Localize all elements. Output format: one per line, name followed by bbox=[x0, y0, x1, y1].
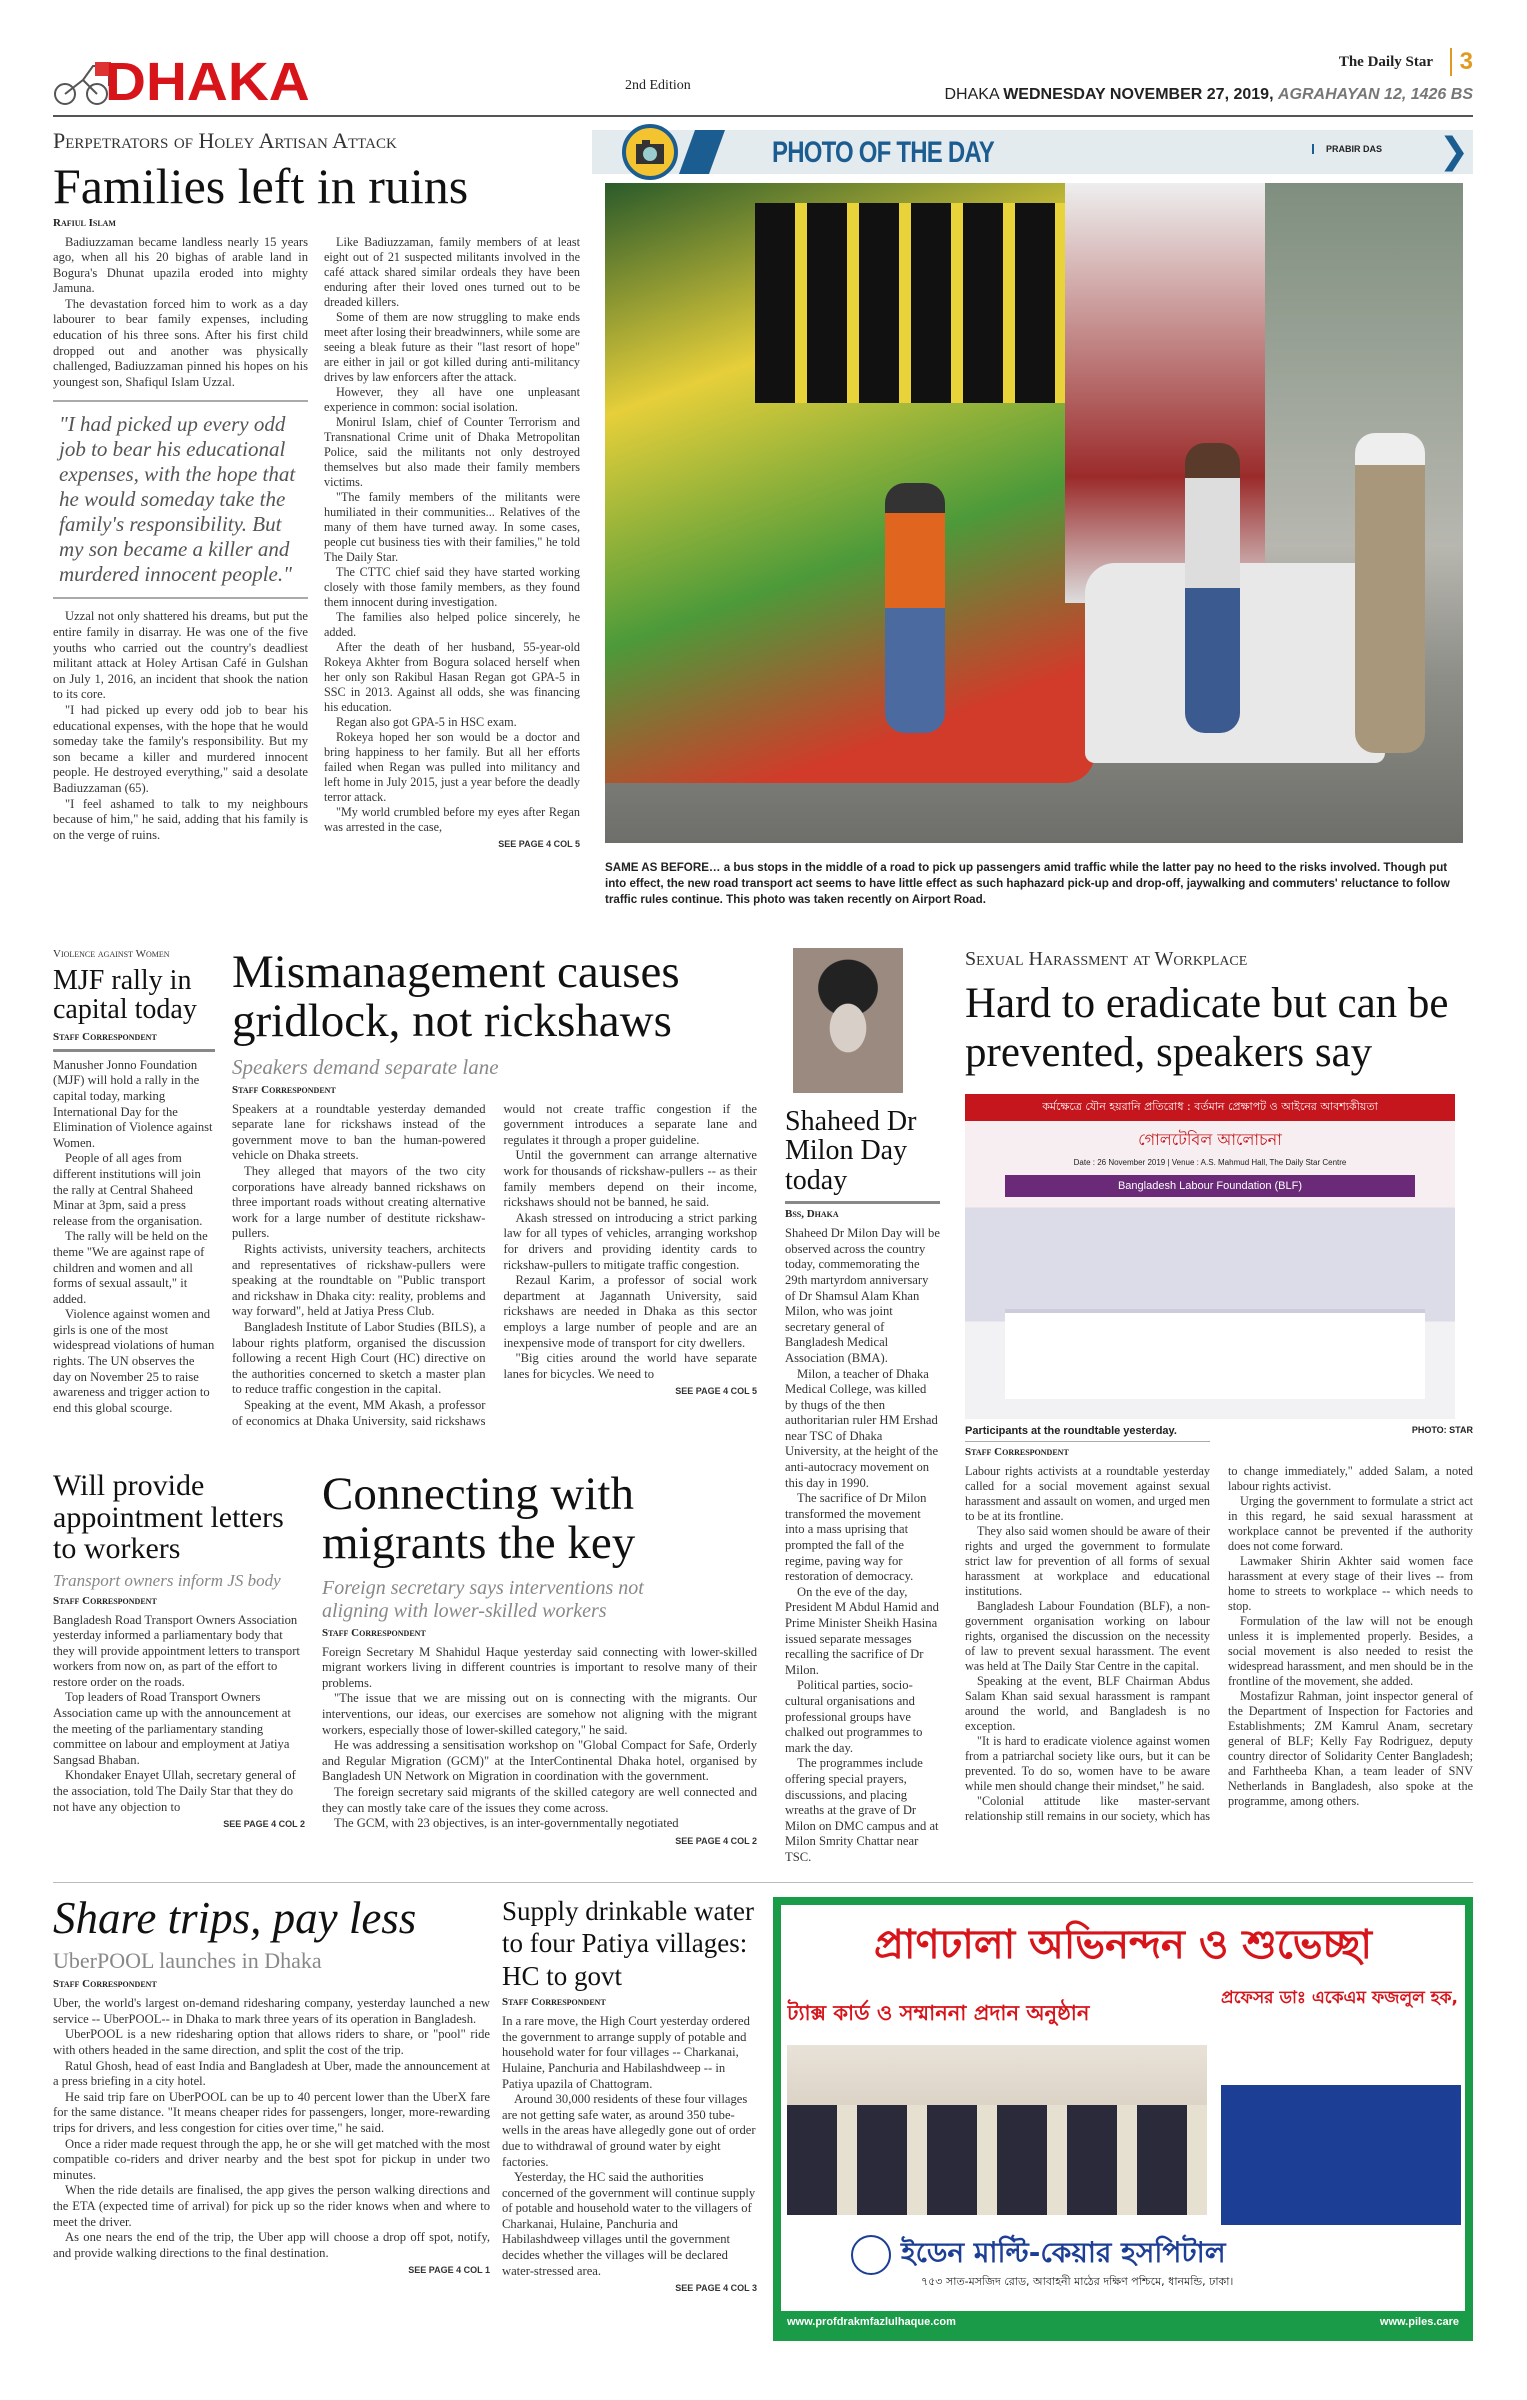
paragraph: Uzzal not only shattered his dreams, but put the entire family in disarray. He was one of the five youths who carried out the country's deadliest militant attack at Holey Artisan Café in Gulshan on July 1, 2016, an incident that shook the nation to its core. bbox=[53, 609, 308, 702]
paragraph: The devastation forced him to work as a day labourer to bear family expenses, including education of his three sons. After his first child dropped out and another was physically challenged, Badiuzzaman pinned his hopes on his youngest son, Shafiqul Islam Uzzal. bbox=[53, 296, 308, 389]
paragraph: Ratul Ghosh, head of east India and Bangladesh at Uber, made the announcement at a press briefing in a city hotel. bbox=[53, 2058, 490, 2089]
uber-byline: Staff Correspondent bbox=[53, 1978, 157, 1991]
photo-caption: SAME AS BEFORE… a bus stops in the middle of a road to pick up passengers amid traffic while the latter pay no heed to the risks involved. Though put into effect, the new road transport act seems to have little effect as such haphazard pick-up and drop-off, jaywalking and commuters' reluctance to follow traffic rules continue. This photo was taken recently on Airport Road. bbox=[605, 861, 1450, 906]
paragraph: "The family members of the militants were humiliated in their communities... Relatives of the many of them have turned away. In some cases, people cut business ties with their families," he told The Daily Star. bbox=[324, 489, 580, 564]
table bbox=[1005, 1309, 1425, 1399]
harass-kicker: Sexual Harassment at Workplace bbox=[965, 948, 1248, 970]
advertisement[interactable] bbox=[773, 1897, 1473, 2341]
lead-kicker: Perpetrators of Holey Artisan Attack bbox=[53, 128, 397, 153]
paragraph: "Colonial attitude like master-servant relationship still remains in our society, which has to change immediately," added Salam, a noted labour rights activist. bbox=[965, 1463, 1473, 1823]
rickshaw-subhead: Speakers demand separate lane bbox=[232, 1054, 499, 1079]
lead-article bbox=[53, 128, 580, 852]
paragraph: Speaking at the event, MM Akash, a professor of economics at Dhaka University, said rickshaws would not create traffic congestion if the government introduces a separate lane and regulates it through a proper guideline. bbox=[232, 1101, 757, 1428]
photo-caption: Participants at the roundtable yesterday. bbox=[965, 1424, 1177, 1437]
section-rule bbox=[53, 1882, 1473, 1883]
masthead bbox=[53, 48, 1473, 114]
see-page-link[interactable]: SEE PAGE 4 COL 2 bbox=[223, 1819, 305, 1830]
ad-photo bbox=[787, 2045, 1207, 2215]
harass-headline[interactable]: Hard to eradicate but can be prevented, speakers say bbox=[965, 980, 1449, 1077]
paragraph: Top leaders of Road Transport Owners Association came up with the announcement at the meeting of the parliamentary standing committee on labour and employment at Jatiya Sangsad Bhaban. bbox=[53, 1690, 291, 1767]
paragraph: On the eve of the day, President M Abdul Hamid and Prime Minister Sheikh Hasina issued separate messages recalling the sacrifice of Dr Milon. bbox=[785, 1584, 939, 1677]
camera-icon bbox=[622, 124, 678, 180]
uber-article bbox=[53, 1895, 490, 2279]
banner-stripe bbox=[679, 130, 725, 174]
paragraph: "It is hard to eradicate violence against women from a patriarchal society like ours, but it can be prevented. To do so, women have to be aware while men should change their mindset," he said. bbox=[965, 1733, 1210, 1793]
ad-headline: প্রাণঢালা অভিনন্দন ও শুভেচ্ছা bbox=[873, 1922, 1372, 1968]
migrants-headline[interactable]: Connecting with migrants the key bbox=[322, 1468, 636, 1570]
dateline-city: DHAKA bbox=[944, 86, 999, 103]
rickshaw-article bbox=[232, 948, 757, 1458]
paragraph: Lawmaker Shirin Akhter said women face harassment at every stage of their lives -- from home to streets to workplace -- which needs to stop. bbox=[1228, 1553, 1473, 1613]
paragraph: He said trip fare on UberPOOL can be up to 40 percent lower than the UberX fare for the same distance. "It means cheaper rides for passengers, longer, more-rewarding trips for drivers, and less congestion for cities over time," he said. bbox=[53, 2089, 490, 2135]
paragraph: Shaheed Dr Milon Day will be observed across the country today, commemorating the 29th martyrdom anniversary of Dr Shamsul Alam Khan Milon, who was joint secretary general of Bangladesh Medical Association (BMA). bbox=[785, 1226, 940, 1365]
milon-headline[interactable]: Shaheed Dr Milon Day today bbox=[785, 1106, 917, 1196]
photo-of-day-banner bbox=[592, 130, 1473, 174]
migrants-subhead: Foreign secretary says interventions not aligning with lower-skilled workers bbox=[322, 1576, 644, 1622]
migrants-byline: Staff Correspondent bbox=[322, 1626, 426, 1639]
paragraph: People of all ages from different institutions will join the rally at Central Shaheed Minar at 3pm, said a press release from the organisation. bbox=[53, 1151, 203, 1228]
ad-footer bbox=[781, 2311, 1465, 2333]
paragraph: The families also helped police sincerely, he added. bbox=[324, 609, 580, 639]
see-page-link[interactable]: SEE PAGE 4 COL 1 bbox=[408, 2265, 490, 2276]
uber-headline[interactable]: Share trips, pay less bbox=[53, 1893, 417, 1943]
paragraph: The CTTC chief said they have started working closely with those family members, as they found them innocent during investigation. bbox=[324, 564, 580, 609]
photo-credit: PHOTO: STAR bbox=[1411, 1424, 1473, 1435]
paragraph: Speakers at a roundtable yesterday demanded separate lane for rickshaws instead of the government move to ban the human-powered vehicle on Dhaka streets. bbox=[232, 1101, 486, 1163]
section-title: DHAKA bbox=[105, 52, 310, 112]
milon-byline: Bss, Dhaka bbox=[785, 1201, 940, 1220]
page-number: 3 bbox=[1450, 48, 1473, 76]
photo-credit: PRABIR DAS bbox=[1312, 144, 1382, 154]
paragraph: When the ride details are finalised, the app gives the person walking directions and the ETA (expected time of arrival) for pick up so the rider knows when and where to meet the driver. bbox=[53, 2183, 490, 2229]
paragraph: "I had picked up every odd job to bear his educational expenses, with the hope that he would someday take the family's responsibility. But my son became a killer and murdered innocent people. He destroyed everything," said a desolate Badiuzzaman (65). bbox=[53, 703, 308, 795]
see-page-link[interactable]: SEE PAGE 4 COL 3 bbox=[675, 2283, 757, 2294]
paragraph: The programmes include offering special prayers, discussions, and placing wreaths at the grave of Dr Milon on DMC campus and at Milon Smrity Chattar near TSC. bbox=[785, 1756, 939, 1864]
appoint-subhead: Transport owners inform JS body bbox=[53, 1570, 281, 1590]
paragraph: He was addressing a sensitisation workshop on "Global Compact for Safe, Orderly and Regular Migration (GCM)" at the InterContinental Dhaka hotel, organised by Bangladesh UN Network on Migration in coordination with the government. bbox=[322, 1738, 757, 1784]
paragraph: However, they all have one unpleasant experience in common: social isolation. bbox=[324, 384, 580, 414]
photo-banner-text: গোলটেবিল আলোচনা bbox=[1138, 1129, 1282, 1149]
paragraph: Rokeya hoped her son would be a doctor and bring happiness to her family. But all her efforts failed when Regan was pulled into militancy and left home in July 2015, just a year before the deadly terror attack. bbox=[324, 729, 580, 804]
lead-byline: Rafiul Islam bbox=[53, 216, 116, 229]
paragraph: "The issue that we are missing out on is connecting with the migrants. Our interventions, our ideas, our exercises are somehow not aligning with the migrant workers, especially those of lower-skilled category," he said. bbox=[322, 1691, 757, 1737]
ad-event: ট্যাক্স কার্ড ও সম্মাননা প্রদান অনুষ্ঠান bbox=[787, 2001, 1090, 2025]
photo-banner-text: Date : 26 November 2019 | Venue : A.S. Mahmud Hall, The Daily Star Centre bbox=[1073, 1157, 1347, 1167]
paragraph: Formulation of the law will not be enough unless it is implemented properly. Besides, a social movement is also needed to resist the widespread harassment, and men should be in the frontline of the movement, she added. bbox=[1228, 1613, 1473, 1688]
photo-of-day-image[interactable] bbox=[605, 183, 1463, 843]
ad-side-text bbox=[1221, 2085, 1461, 2225]
water-article bbox=[502, 1895, 757, 2297]
paragraph: In a rare move, the High Court yesterday ordered the government to arrange supply of potable and household water for four villages -- Charkanai, Hulaine, Panchuria and Habilashdweep -- in Patiya upazila of Chattogram. bbox=[502, 2014, 750, 2091]
photo-banner-text: কর্মক্ষেত্রে যৌন হয়রানি প্রতিরোধ : বর্তমান প্রেক্ষাপট ও আইনের আবশ্যকীয়তা bbox=[965, 1094, 1455, 1121]
paragraph: Like Badiuzzaman, family members of at least eight out of 21 suspected militants involved in the café attack shared similar ordeals they have been enduring after their loved ones turned out to be dreaded killers. bbox=[324, 234, 580, 309]
mjf-headline[interactable]: MJF rally in capital today bbox=[53, 965, 197, 1026]
paragraph: After the death of her husband, 55-year-old Rokeya Akhter from Bogura solaced herself when her only son Rakibul Hasan Regan got GPA-5 in SSC in 2013. Against all odds, she was financing his education. bbox=[324, 639, 580, 714]
paragraph: Rezaul Karim, a professor of social work department at Jagannath University, said rickshaws are needed in Dhaka as this sector employs a large number of people and are an inexpensive mode of transport for city dwellers. bbox=[503, 1273, 757, 1350]
paragraph: Once a rider made request through the app, he or she will get matched with the most compatible co-riders and driver nearby and the best spot for pickup in under two minutes. bbox=[53, 2136, 490, 2182]
paragraph: Labour rights activists at a roundtable yesterday called for a social movement against sexual harassment and assault on women, and urged men to be at its frontline. bbox=[965, 1463, 1210, 1523]
harassment-article bbox=[965, 948, 1473, 1824]
paragraph: Rights activists, university teachers, architects and representatives of rickshaw-pullers were speaking at the roundtable on "Public transport and rickshaw in Dhaka city: reality, problems and way forward", held at Jatiya Press Club. bbox=[232, 1242, 486, 1319]
paragraph: Milon, a teacher of Dhaka Medical College, was killed by thugs of the then authoritarian ruler HM Ershad near TSC of Dhaka University, at the height of the anti-autocracy movement on this day in 1990. bbox=[785, 1366, 939, 1490]
paragraph: Violence against women and girls is one of the most widespread violations of human rights. The UN observes the day on November 25 to raise awareness and trigger action to end this global scourge. bbox=[53, 1307, 215, 1415]
dateline bbox=[944, 86, 1473, 104]
ad-hospital: ইডেন মাল্টি-কেয়ার হসপিটাল bbox=[901, 2236, 1226, 2269]
dateline-date: WEDNESDAY NOVEMBER 27, 2019, bbox=[1003, 86, 1274, 103]
lead-col1 bbox=[53, 235, 308, 852]
paragraph: Bangladesh Road Transport Owners Association yesterday informed a parliamentary body that they will provide appointment letters to transport workers from now on, as part of the effort to restore order on the roads. bbox=[53, 1612, 300, 1689]
lead-col2 bbox=[324, 235, 580, 852]
paragraph: Uber, the world's largest on-demand ridesharing company, yesterday launched a new service -- UberPOOL-- in Dhaka to mark three years of its operation in Bangladesh. bbox=[53, 1996, 490, 2026]
migrants-article bbox=[322, 1470, 757, 1849]
paragraph: They alleged that mayors of the two city corporations have already banned rickshaws on three important roads without creating alternative work for a large number of destitute rickshaw-pullers. bbox=[232, 1164, 486, 1241]
milon-article bbox=[785, 948, 940, 1866]
paragraph: The sacrifice of Dr Milon transformed the movement into a mass uprising that prompted the fall of the regime, paving way for restoration of democracy. bbox=[785, 1491, 927, 1584]
rickshaw-headline[interactable]: Mismanagement causes gridlock, not rickshaws bbox=[232, 946, 680, 1048]
appoint-headline[interactable]: Will provide appointment letters to workers bbox=[53, 1469, 284, 1565]
edition: 2nd Edition bbox=[625, 78, 691, 93]
milon-portrait bbox=[793, 948, 903, 1093]
paragraph: As one nears the end of the trip, the Uber app will choose a drop off spot, notify, and provide walking directions to the final destination. bbox=[53, 2230, 490, 2260]
person bbox=[1355, 433, 1425, 753]
person bbox=[885, 483, 945, 733]
ad-address: ৭৫৩ সাত-মসজিদ রোড, আবাহনী মাঠের দক্ষিণ পশ্চিমে, ধানমন্ডি, ঢাকা। bbox=[921, 2275, 1234, 2288]
paragraph: "My world crumbled before my eyes after Regan was arrested in the case, bbox=[324, 804, 580, 834]
uber-subhead: UberPOOL launches in Dhaka bbox=[53, 1948, 322, 1974]
paragraph: The rally will be held on the theme "We are against rape of children and women and all forms of sexual assault," it added. bbox=[53, 1229, 208, 1306]
chevron-right-icon: ❯ bbox=[1438, 131, 1469, 172]
paragraph: Speaking at the event, BLF Chairman Abdus Salam Khan said sexual harassment is rampant around the world, and Bangladesh is no exception. bbox=[965, 1673, 1210, 1733]
paragraph: Foreign Secretary M Shahidul Haque yesterday said connecting with lower-skilled migrant workers living in different countries is important to resolve many of their problems. bbox=[322, 1644, 757, 1690]
paragraph: Monirul Islam, chief of Counter Terrorism and Transnational Crime unit of Dhaka Metropolitan Police, said the militants not only destroyed themselves but also made their family members victims. bbox=[324, 414, 580, 489]
paragraph: Manusher Jonno Foundation (MJF) will hold a rally in the capital today, marking International Day for the Elimination of Violence against Women. bbox=[53, 1057, 213, 1150]
paragraph: Around 30,000 residents of these four villages are not getting safe water, as around 350 tube-wells in the areas have allegedly gone out of order due to withdrawal of ground water by eight factories. bbox=[502, 2092, 756, 2169]
paragraph: Urging the government to formulate a strict act in this regard, he said sexual harassment at workplace cannot be prevented if the authority does not come forward. bbox=[1228, 1493, 1473, 1553]
ad-website[interactable]: www.profdrakmfazlulhaque.com bbox=[787, 2316, 956, 2328]
mjf-article bbox=[53, 948, 215, 1416]
water-headline[interactable]: Supply drinkable water to four Patiya villages: HC to govt bbox=[502, 1896, 754, 1991]
dateline-bangla: AGRAHAYAN 12, 1426 BS bbox=[1277, 86, 1473, 103]
photo-banner-title: PHOTO OF THE DAY bbox=[772, 136, 994, 169]
appointment-article bbox=[53, 1470, 305, 1833]
paragraph: UberPOOL is a new ridesharing option that allows riders to share, or "pool" ride with others headed in the same direction, and split the cost of the trip. bbox=[53, 2027, 490, 2058]
paragraph: Akash stressed on introducing a strict parking law for all types of vehicles, arranging workshop for drivers and providing identity cards to rickshaw-pullers to mitigate traffic congestion. bbox=[503, 1210, 757, 1272]
see-page-link[interactable]: SEE PAGE 4 COL 5 bbox=[498, 838, 580, 849]
water-byline: Staff Correspondent bbox=[502, 1996, 606, 2009]
paragraph: "I feel ashamed to talk to my neighbours because of him," he said, adding that his family is on the verge of ruins. bbox=[53, 796, 308, 842]
rickshaw-byline: Staff Correspondent bbox=[232, 1083, 336, 1096]
harass-byline: Staff Correspondent bbox=[965, 1441, 1210, 1458]
ad-website[interactable]: www.piles.care bbox=[1379, 2316, 1459, 2328]
paragraph: The foreign secretary said migrants of the skilled category are well connected and they can mostly take care of the issues they come across. bbox=[322, 1785, 757, 1815]
lead-headline[interactable]: Families left in ruins bbox=[53, 158, 469, 214]
paragraph: Regan also got GPA-5 in HSC exam. bbox=[336, 714, 517, 729]
paragraph: "Big cities around the world have separate lanes for bicycles. We need to bbox=[503, 1351, 757, 1381]
paragraph: They also said women should be aware of their rights and urged the government to formulate strict law for prevention of all forms of sexual harassment at workplace and educational institutions. bbox=[965, 1523, 1210, 1598]
see-page-link[interactable]: SEE PAGE 4 COL 5 bbox=[675, 1386, 757, 1397]
paragraph: Bangladesh Institute of Labor Studies (BILS), a labour rights platform, organised the discussion following a recent High Court (HC) directive on the authorities concerned to sketch a master plan to reduce traffic congestion in the capital. bbox=[232, 1320, 486, 1397]
paragraph: Some of them are now struggling to make ends meet after losing their breadwinners, while some are seeing a bleak future as their "last resort of hope" are either in jail or got killed during anti-militancy drives by law enforcers after the attack. bbox=[324, 309, 580, 384]
appoint-byline: Staff Correspondent bbox=[53, 1594, 157, 1607]
pull-quote: "I had picked up every odd job to bear his educational expenses, with the hope that he would someday take the family's responsibility. But my son became a killer and murdered innocent people." bbox=[53, 400, 308, 599]
ad-name: প্রফেসর ডাঃ একেএম ফজলুল হক, bbox=[1221, 1988, 1458, 2008]
hospital-logo-icon bbox=[851, 2235, 891, 2275]
mjf-kicker: Violence against Women bbox=[53, 948, 170, 960]
roundtable-photo[interactable] bbox=[965, 1094, 1455, 1419]
paragraph: Khondaker Enayet Ullah, secretary general of the association, told The Daily Star that they do not have any objection to bbox=[53, 1768, 296, 1814]
photo-banner-text: Bangladesh Labour Foundation (BLF) bbox=[1005, 1175, 1415, 1197]
paragraph: Until the government can arrange alternative work for thousands of rickshaw-pullers -- as their family members depend on their income, rickshaws should not be banned, he said. bbox=[503, 1148, 757, 1210]
paragraph: Bangladesh Labour Foundation (BLF), a non-government organisation working on labour rights, organised the discussion on the necessity of law to prevent sexual harassment. The event was held at The Daily Star Centre in the capital. bbox=[965, 1598, 1210, 1673]
mjf-byline: Staff Correspondent bbox=[53, 1031, 215, 1052]
paragraph: Yesterday, the HC said the authorities concerned of the government will continue supply of potable and household water to the villagers of Charkanai, Hulaine, Panchuria and Habilashdweep villages until the government decides whether the villages will be declared water-stressed area. bbox=[502, 2170, 756, 2278]
masthead-rule bbox=[53, 115, 1473, 117]
paragraph: Political parties, socio-cultural organisations and professional groups have chalked out programmes to mark the day. bbox=[785, 1678, 923, 1755]
paragraph: Badiuzzaman became landless nearly 15 years ago, when all his 20 bighas of arable land in Bogura's Dhunat upazila eroded into mighty Jamuna. bbox=[53, 234, 308, 296]
paragraph: Mostafizur Rahman, joint inspector general of the Department of Inspection for Factories and Establishments; ZM Kamrul Anam, secretary general of BLF; Kelly Fay Rodriguez, deputy country director of Solidarity Center Bangladesh; and Farhtheeba Khan, a team leader of SNV Netherlands in Bangladesh, also spoke at the programme, among others. bbox=[1228, 1688, 1473, 1808]
paragraph: The GCM, with 23 objectives, is an inter-governmentally negotiated bbox=[334, 1816, 679, 1831]
bus-windows bbox=[755, 203, 1075, 403]
paper-logo: The Daily Star bbox=[1338, 54, 1433, 70]
see-page-link[interactable]: SEE PAGE 4 COL 2 bbox=[675, 1835, 757, 1846]
person bbox=[1185, 443, 1240, 733]
